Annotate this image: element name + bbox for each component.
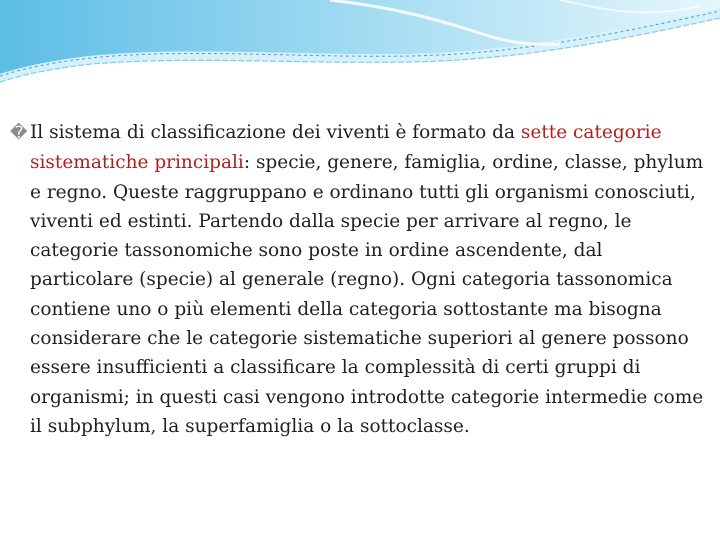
bullet-paragraph <box>10 118 710 441</box>
bullet-marker: � <box>10 123 28 143</box>
paragraph-text-start: Il sistema di classificazione dei viventi è formato da <box>30 122 521 143</box>
paragraph-text-end: : specie, genere, famiglia, ordine, classe, phylum e regno. Queste raggruppano e ordinano tutti gli organismi conosciuti, viventi ed estinti. Partendo dalla specie per arrivare al regno, le categorie tassonomiche sono poste in ordine ascendente, dal particolare (specie) al generale (regno). Ogni categoria tassonomica contiene uno o più elementi della categoria sottostante ma bisogna considerare che le categorie sistematiche superiori al genere possono essere insufficienti a classificare la complessità di certi gruppi di organismi; in questi casi vengono introdotte categorie intermedie come il subphylum, la superfamiglia o la sottoclasse. <box>30 152 704 437</box>
slide-body <box>10 118 710 441</box>
highlighted-phrase: sette categorie sistematiche principali <box>30 122 662 174</box>
header-wave-decoration <box>0 0 720 100</box>
